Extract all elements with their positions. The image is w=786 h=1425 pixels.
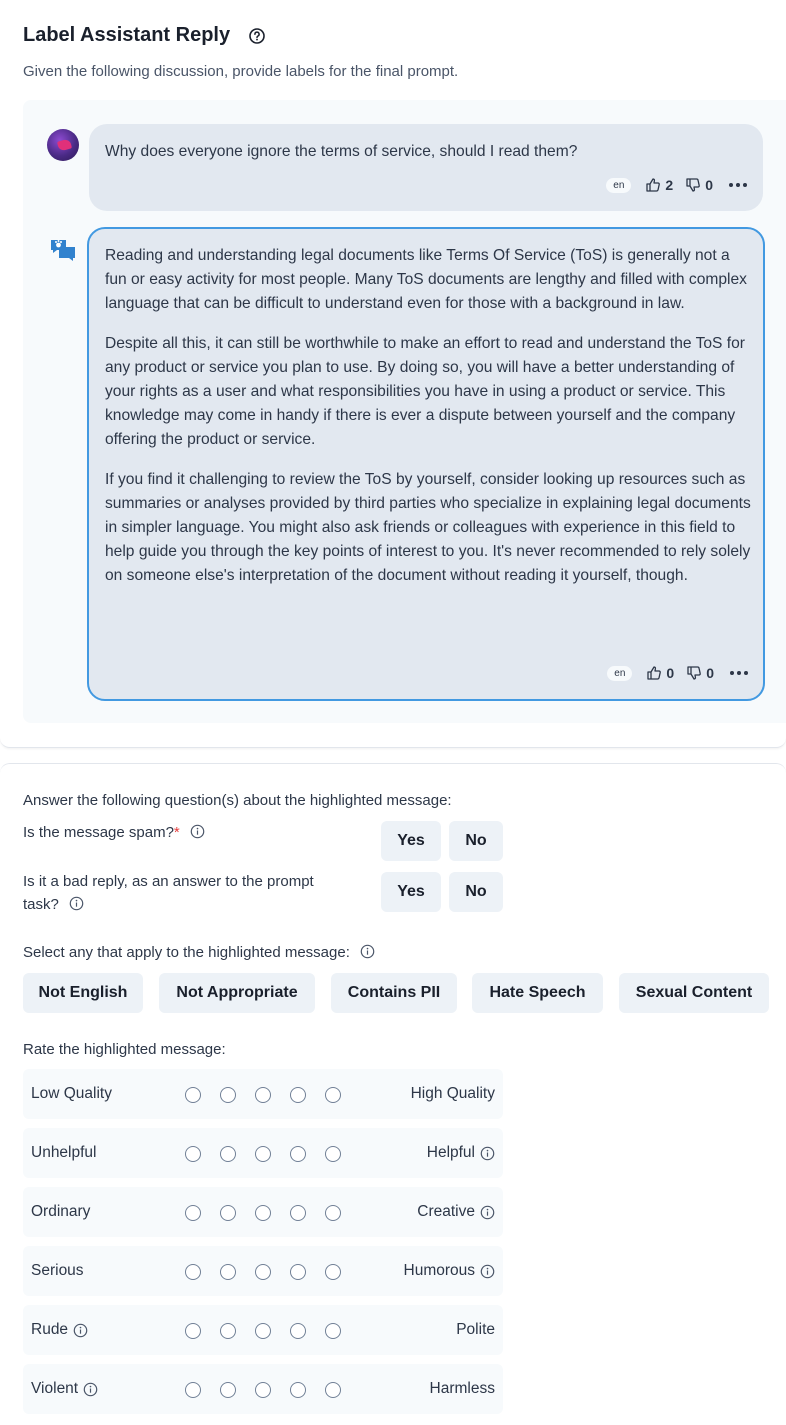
thumbs-up-count: 0 [666, 665, 675, 681]
flags-heading [23, 944, 375, 961]
rating-left-label [31, 1144, 97, 1162]
info-icon[interactable] [69, 896, 84, 911]
thumbs-down-icon [686, 665, 702, 681]
rating-right-label [404, 1262, 496, 1280]
rating-right-label [427, 1144, 495, 1162]
rating-right-label [430, 1380, 495, 1398]
rating-radio[interactable] [185, 1087, 201, 1103]
rating-radio[interactable] [220, 1382, 236, 1398]
required-mark: * [173, 824, 180, 841]
more-options-icon[interactable] [729, 183, 747, 187]
bad-reply-label-line2: task? [23, 896, 59, 913]
rating-radio[interactable] [255, 1323, 271, 1339]
avatar-mark [57, 138, 72, 151]
rating-radio[interactable] [255, 1087, 271, 1103]
thumbs-down-button[interactable] [685, 177, 713, 193]
rating-radio[interactable] [220, 1323, 236, 1339]
rating-radio[interactable] [185, 1382, 201, 1398]
language-badge: en [607, 666, 632, 681]
rating-radio[interactable] [325, 1323, 341, 1339]
info-icon[interactable] [360, 944, 375, 959]
rating-left-label [31, 1085, 112, 1103]
assistant-paragraph: Despite all this, it can still be worthwhile to make an effort to read and understand the ToS for any product or service you plan to use. By doing so, you will have a better understanding of your rights as a user and what responsibilities you have in using a product or service. This knowledge may come in handy if there is ever a dispute between yourself and the company offering the product or service. [105, 335, 745, 448]
bad-reply-label-line1: Is it a bad reply, as an answer to the prompt [23, 873, 314, 890]
rating-right-text: Creative [417, 1203, 475, 1220]
thumbs-up-count: 2 [665, 177, 674, 193]
thumbs-up-icon [645, 177, 661, 193]
rating-right-label [417, 1203, 495, 1221]
rating-scale [185, 1382, 341, 1398]
rating-right-text: High Quality [410, 1085, 495, 1102]
assistant-bot-icon [50, 238, 76, 262]
assistant-message-text [105, 244, 755, 604]
rating-radio[interactable] [255, 1146, 271, 1162]
title-row [23, 24, 266, 47]
rating-radio[interactable] [290, 1264, 306, 1280]
thumbs-up-button[interactable] [645, 177, 673, 193]
rating-radio[interactable] [290, 1323, 306, 1339]
thumbs-up-button[interactable] [646, 665, 674, 681]
spam-no-button[interactable]: No [449, 821, 503, 861]
rating-right-label [456, 1321, 495, 1339]
rating-radio[interactable] [325, 1087, 341, 1103]
rating-row [23, 1305, 503, 1355]
rating-left-text: Unhelpful [31, 1144, 97, 1161]
rating-row [23, 1128, 503, 1178]
rating-radio[interactable] [290, 1087, 306, 1103]
spam-question [23, 821, 205, 844]
assistant-message-meta [607, 665, 748, 681]
rating-radio[interactable] [325, 1382, 341, 1398]
bad-reply-question [23, 870, 314, 916]
thumbs-down-button[interactable] [686, 665, 714, 681]
spam-question-label: Is the message spam? [23, 824, 174, 841]
rating-left-label [31, 1380, 98, 1398]
conversation-thread [23, 100, 786, 723]
rating-radio[interactable] [185, 1146, 201, 1162]
rating-radio[interactable] [325, 1205, 341, 1221]
flags-heading-text: Select any that apply to the highlighted message: [23, 944, 350, 961]
user-avatar [47, 129, 79, 161]
rating-left-text: Low Quality [31, 1085, 112, 1102]
rating-radio[interactable] [290, 1382, 306, 1398]
rating-scale [185, 1146, 341, 1162]
rating-right-text: Harmless [429, 1380, 495, 1397]
rating-radio[interactable] [220, 1146, 236, 1162]
flag-sexual-content-button[interactable]: Sexual Content [619, 973, 769, 1013]
rating-radio[interactable] [255, 1264, 271, 1280]
rating-left-label [31, 1321, 88, 1339]
thumbs-down-count: 0 [706, 665, 714, 681]
rating-radio[interactable] [290, 1146, 306, 1162]
page-subtitle: Given the following discussion, provide labels for the final prompt. [23, 63, 459, 80]
rating-scale [185, 1205, 341, 1221]
rating-radio[interactable] [325, 1146, 341, 1162]
ratings-heading: Rate the highlighted message: [23, 1041, 226, 1058]
rating-radio[interactable] [290, 1205, 306, 1221]
rating-radio[interactable] [185, 1323, 201, 1339]
thumbs-up-icon [646, 665, 662, 681]
rating-row [23, 1364, 503, 1414]
assistant-paragraph: If you find it challenging to review the ToS by yourself, consider looking up resources such as summaries or analyses provided by third parties who specialize in explaining legal documents in simpler language. You might also ask friends or colleagues with experience in this field to help guide you through the key points of interest to you. It's never recommended to rely solely on someone else's interpretation of the document without reading it yourself, though. [105, 471, 751, 584]
rating-left-label [31, 1203, 90, 1221]
rating-right-label [411, 1085, 495, 1103]
rating-left-text: Serious [31, 1262, 84, 1279]
rating-radio[interactable] [220, 1205, 236, 1221]
flag-hate-speech-button[interactable]: Hate Speech [472, 973, 603, 1013]
rating-radio[interactable] [255, 1205, 271, 1221]
assistant-message-bubble-highlighted[interactable] [87, 227, 765, 701]
bad-reply-yes-button[interactable]: Yes [381, 872, 441, 912]
info-icon[interactable] [480, 1264, 495, 1279]
rating-right-text: Humorous [403, 1262, 475, 1279]
rating-scale [185, 1323, 341, 1339]
language-badge: en [606, 178, 631, 193]
spam-yes-button[interactable]: Yes [381, 821, 441, 861]
thumbs-down-icon [685, 177, 701, 193]
rating-row [23, 1187, 503, 1237]
rating-radio[interactable] [220, 1087, 236, 1103]
rating-radio[interactable] [220, 1264, 236, 1280]
flag-not-appropriate-button[interactable]: Not Appropriate [159, 973, 315, 1013]
labeling-card [0, 763, 786, 1425]
rating-scale [185, 1264, 341, 1280]
info-icon[interactable] [480, 1146, 495, 1161]
rating-radio[interactable] [185, 1264, 201, 1280]
rating-row [23, 1069, 503, 1119]
assistant-paragraph: Reading and understanding legal documents like Terms Of Service (ToS) is generally not a fun or easy activity for most people. Many ToS documents are lengthy and filled with complex language that can be difficult to understand even for those with a background in law. [105, 247, 747, 312]
rating-right-text: Helpful [426, 1144, 475, 1161]
user-message-bubble[interactable] [89, 124, 763, 211]
page-title: Label Assistant Reply [23, 24, 231, 46]
rating-radio[interactable] [185, 1205, 201, 1221]
thumbs-down-count: 0 [705, 177, 713, 193]
rating-left-text: Rude [31, 1321, 69, 1338]
user-message-text: Why does everyone ignore the terms of service, should I read them? [105, 143, 578, 160]
rating-scale [185, 1087, 341, 1103]
user-message-meta [606, 177, 747, 193]
help-circle-icon[interactable] [248, 27, 266, 45]
flag-contains-pii-button[interactable]: Contains PII [331, 973, 457, 1013]
rating-radio[interactable] [255, 1382, 271, 1398]
questions-heading: Answer the following question(s) about the highlighted message: [23, 792, 452, 809]
info-icon[interactable] [190, 824, 205, 839]
more-options-icon[interactable] [730, 671, 748, 675]
rating-right-text: Polite [456, 1321, 495, 1338]
bad-reply-no-button[interactable]: No [449, 872, 503, 912]
rating-radio[interactable] [325, 1264, 341, 1280]
rating-left-text: Violent [31, 1380, 79, 1397]
rating-left-text: Ordinary [31, 1203, 91, 1220]
info-icon[interactable] [73, 1323, 88, 1338]
info-icon[interactable] [83, 1382, 98, 1397]
rating-left-label [31, 1262, 84, 1280]
rating-row [23, 1246, 503, 1296]
info-icon[interactable] [480, 1205, 495, 1220]
flag-not-english-button[interactable]: Not English [23, 973, 143, 1013]
